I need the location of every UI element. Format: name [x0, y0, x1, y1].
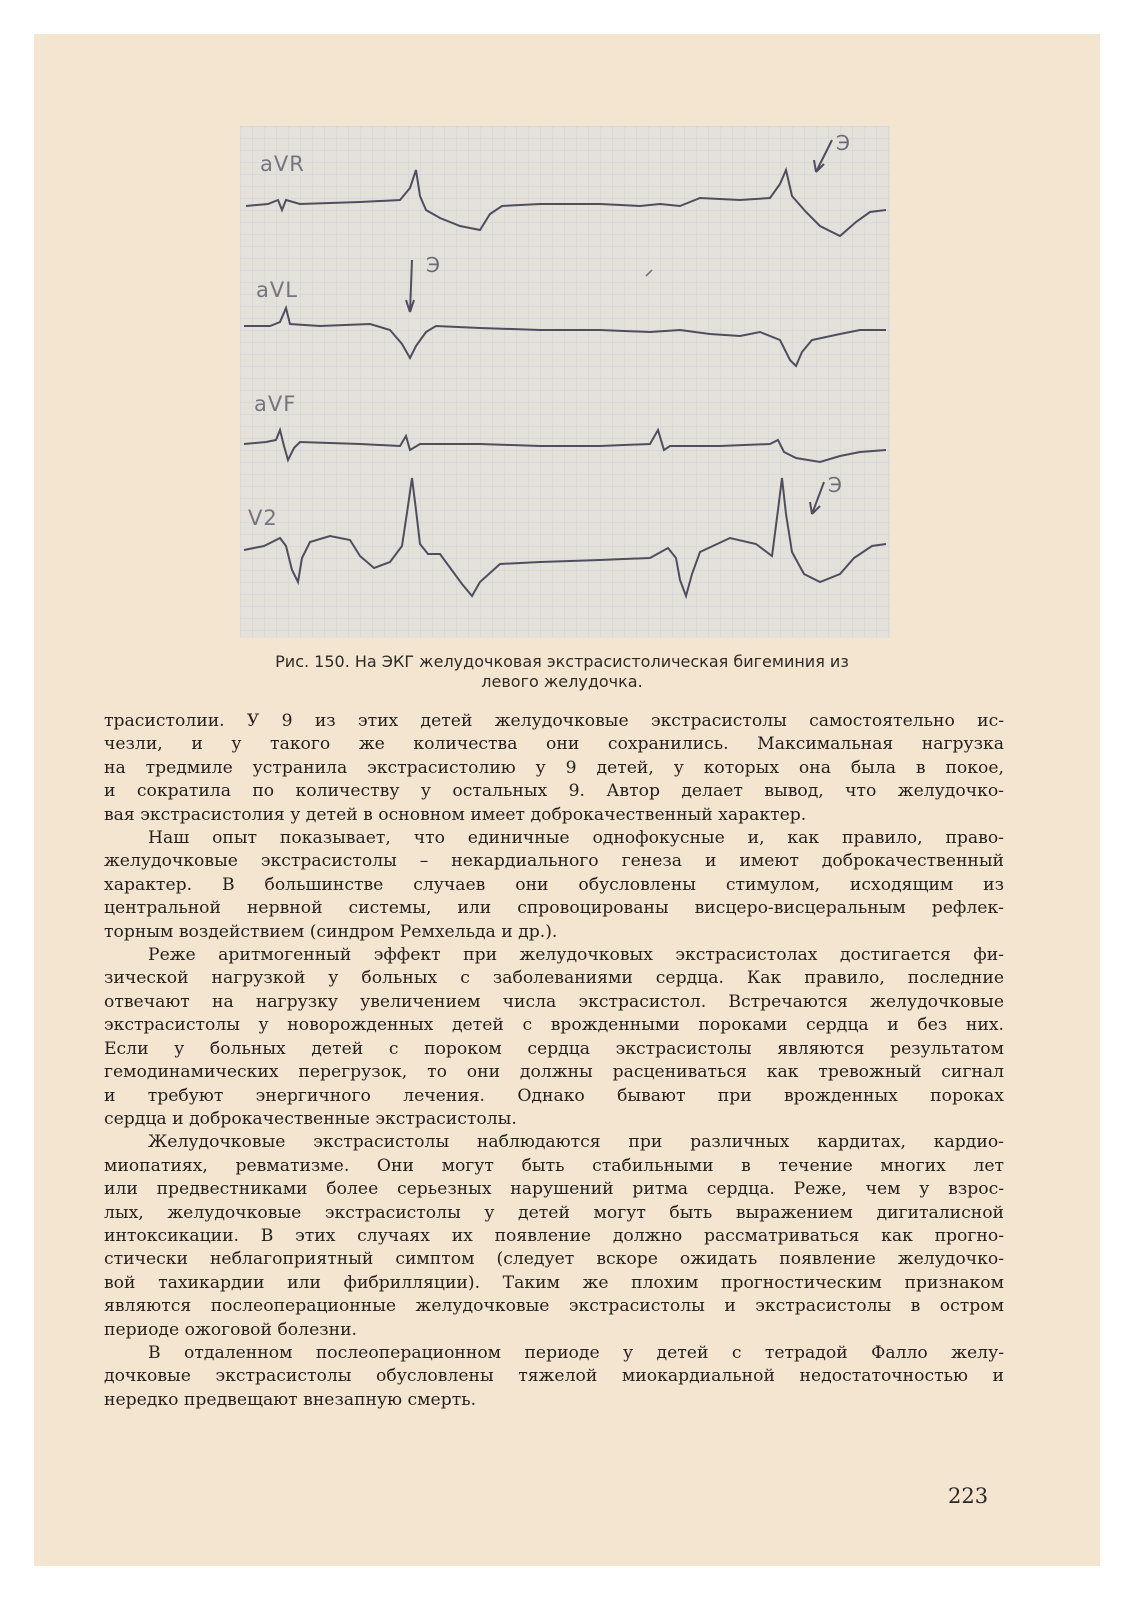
caption-line: Рис. 150. На ЭКГ желудочковая экстрасистолическая бигеминия из [275, 652, 849, 671]
text-line: нередко предвещают внезапную смерть. [104, 1389, 477, 1410]
ecg-figure [240, 126, 890, 638]
paragraph [104, 710, 1004, 827]
text-line: зической нагрузкой у больных с заболеваниями сердца. Как правило, последние [104, 968, 1004, 989]
text-line: лых, желудочковые экстрасистолы у детей могут быть выражением дигиталисной [104, 1202, 1004, 1223]
text-line: и требуют энергичного лечения. Однако бывают при врожденных пороках [104, 1085, 1004, 1106]
text-line: торным воздействием (синдром Ремхельда и др.). [104, 921, 558, 942]
text-line: центральной нервной системы, или спровоцированы висцеро-висцеральным рефлек- [104, 898, 1004, 919]
text-line: трасистолии. У 9 из этих детей желудочковые экстрасистолы самостоятельно ис- [104, 711, 1004, 731]
text-line: Реже аритмогенный эффект при желудочковых экстрасистолах достигается фи- [148, 945, 1004, 966]
lead-label-avl: aVL [256, 278, 298, 302]
text-line: экстрасистолы у новорожденных детей с врожденными пороками сердца и без них. [104, 1015, 1004, 1036]
text-line: интоксикации. В этих случаях их появление должно рассматриваться как прогно- [104, 1225, 1004, 1246]
caption-line: левого желудочка. [481, 672, 643, 691]
text-line: вой тахикардии или фибрилляции). Таким же плохим прогностическим признаком [104, 1272, 1004, 1293]
paragraph [104, 1131, 1004, 1342]
text-line: Если у больных детей с пороком сердца экстрасистолы являются результатом [104, 1038, 1004, 1059]
text-line: стически неблагоприятный симптом (следует вскоре ожидать появление желудочко- [104, 1249, 1004, 1270]
text-line: гемодинамических перегрузок, то они должны расцениваться как тревожный сигнал [104, 1062, 1004, 1083]
text-line: дочковые экстрасистолы обусловлены тяжелой миокардиальной недостаточностью и [104, 1366, 1004, 1387]
body-text [104, 710, 1004, 1412]
text-line: на тредмиле устранила экстрасистолию у 9 детей, у которых она была в покое, [104, 757, 1004, 778]
book-page [34, 34, 1100, 1566]
text-line: желудочковые экстрасистолы – некардиального генеза и имеют доброкачественный [104, 851, 1004, 872]
ecg-chart [240, 126, 890, 638]
figure-caption [212, 652, 912, 692]
paragraph [104, 1342, 1004, 1412]
text-line: характер. В большинстве случаев они обусловлены стимулом, исходящим из [104, 874, 1004, 895]
text-line: сердца и доброкачественные экстрасистолы. [104, 1108, 517, 1129]
marker-label-v2: Э [828, 473, 842, 497]
text-line: вая экстрасистолия у детей в основном имеет доброкачественный характер. [104, 804, 807, 825]
text-line: являются послеоперационные желудочковые экстрасистолы и экстрасистолы в остром [104, 1296, 1004, 1317]
text-line: В отдаленном послеоперационном периоде у детей с тетрадой Фалло желу- [148, 1342, 1004, 1363]
text-line: или предвестниками более серьезных нарушений ритма сердца. Реже, чем у взрос- [104, 1179, 1004, 1200]
lead-label-v2: V2 [248, 506, 278, 530]
paragraph [104, 827, 1004, 944]
page-number: 223 [948, 1484, 989, 1508]
text-line: и сократила по количеству у остальных 9. Автор делает вывод, что желудочко- [104, 781, 1004, 802]
text-line: Наш опыт показывает, что единичные однофокусные и, как правило, право- [148, 828, 1004, 849]
text-line: миопатиях, ревматизме. Они могут быть стабильными в течение многих лет [104, 1155, 1004, 1176]
lead-label-avf: aVF [254, 392, 297, 416]
text-line: отвечают на нагрузку увеличением числа экстрасистол. Встречаются желудочковые [104, 991, 1004, 1012]
paragraph [104, 944, 1004, 1131]
marker-label-avr: Э [836, 131, 850, 155]
text-line: Желудочковые экстрасистолы наблюдаются при различных кардитах, кардио- [148, 1132, 1004, 1153]
marker-label-avl: Э [426, 253, 440, 277]
text-line: чезли, и у такого же количества они сохранились. Максимальная нагрузка [104, 734, 1004, 755]
text-line: периоде ожоговой болезни. [104, 1319, 357, 1340]
lead-label-avr: aVR [260, 152, 305, 176]
